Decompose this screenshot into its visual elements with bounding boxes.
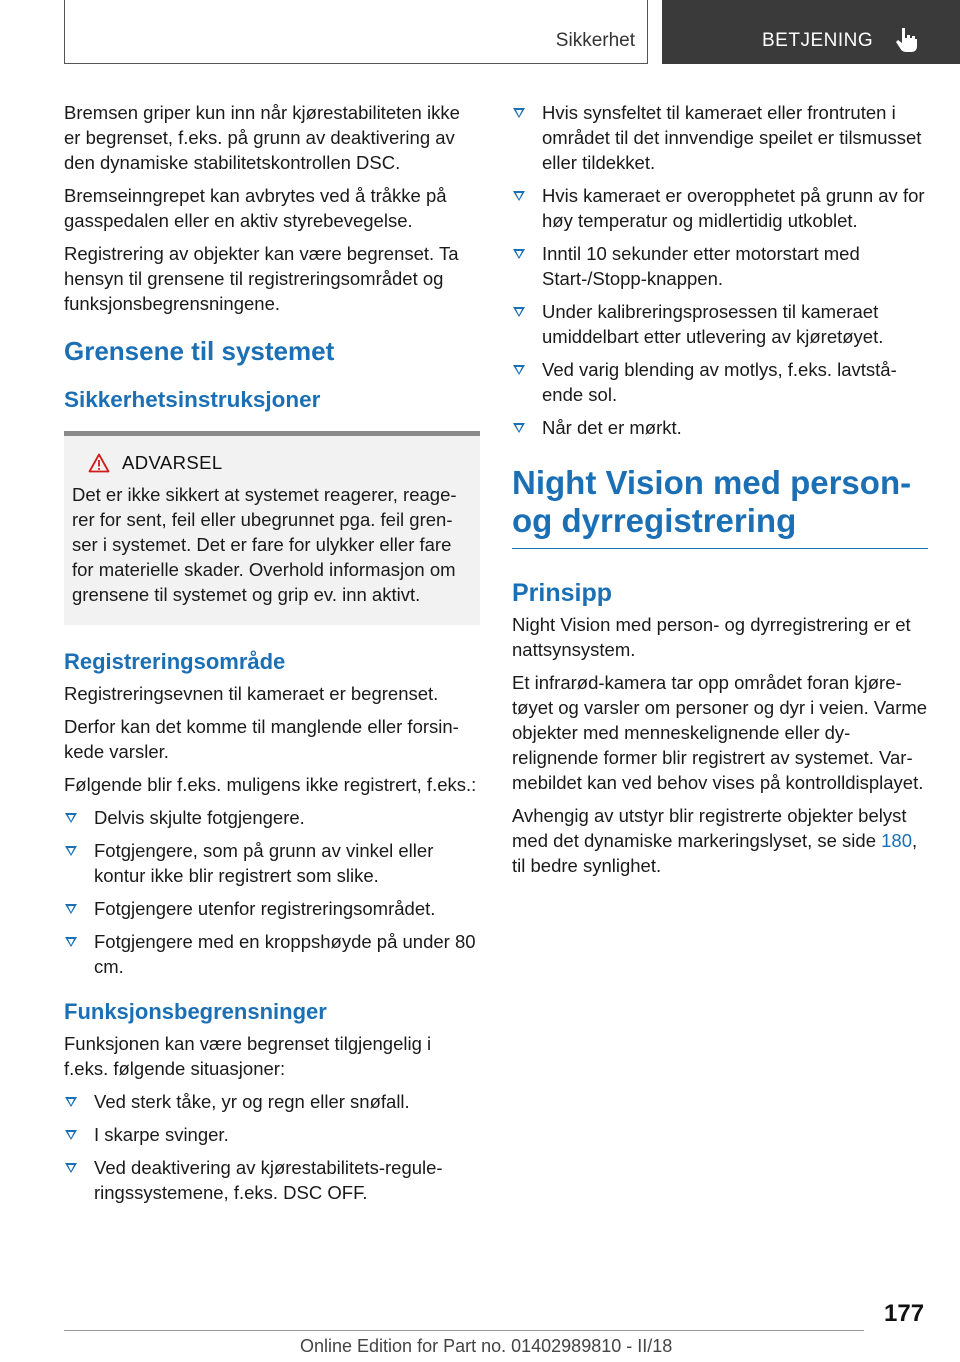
- detection-list: [64, 805, 480, 979]
- right-column: [512, 100, 928, 886]
- heading-system-limits: Grensene til systemet: [64, 336, 335, 366]
- bullet-triangle-icon: [513, 423, 525, 433]
- footer-divider: [64, 1330, 864, 1331]
- intro-paragraph: Bremseinngrepet kan avbrytes ved å tråkke på gasspedalen eller en aktiv styrebevegelse.: [64, 185, 447, 231]
- list-item: Fotgjengere, som på grunn av vinkel eller kontur ikke blir registrert som slike.: [64, 838, 480, 888]
- page-number: 177: [884, 1300, 925, 1327]
- header-section-box: [64, 0, 648, 64]
- bullet-triangle-icon: [65, 1097, 77, 1107]
- principle-paragraph: Night Vision med person- og dyrregistrering er et nattsynsystem.: [512, 614, 911, 660]
- list-item: I skarpe svinger.: [64, 1122, 480, 1147]
- warning-title-row: [72, 452, 472, 474]
- bullet-triangle-icon: [513, 307, 525, 317]
- footer-edition-text: Online Edition for Part no. 01402989810 - II/18: [300, 1336, 673, 1356]
- header-chapter-tab[interactable]: [662, 0, 960, 64]
- bullet-triangle-icon: [65, 904, 77, 914]
- heading-safety-instructions: Sikkerhetsinstruksjoner: [64, 387, 321, 412]
- heading-principle: Prinsipp: [512, 579, 613, 607]
- list-item: Hvis kameraet er overopphetet på grunn av for høy temperatur og midlertidig utkoblet.: [512, 183, 928, 233]
- function-list: [64, 1089, 480, 1205]
- left-column: [64, 100, 480, 1213]
- bullet-triangle-icon: [513, 191, 525, 201]
- header-chapter-title: BETJENING: [762, 30, 874, 51]
- bullet-triangle-icon: [65, 1130, 77, 1140]
- detection-paragraph: Følgende blir f.eks. muligens ikke registrert, f.eks.:: [64, 774, 477, 795]
- detection-paragraph: Registreringsevnen til kameraet er begrenset.: [64, 683, 439, 704]
- principle-paragraph: Et infrarød-kamera tar opp området foran kjøretøyet og varsler om personer og dyr i veien. Varme objekter med menneskelignende eller dyrelignende former blir registrert av systemet. Varmebildet kan ved behov vises på kontrolldisplayet.: [512, 672, 928, 793]
- list-item: Under kalibreringsprosessen til kameraet umiddelbart etter utlevering av kjøretøyet.: [512, 299, 928, 349]
- heading-detection-area: Registreringsområde: [64, 649, 286, 674]
- bullet-triangle-icon: [65, 846, 77, 856]
- intro-paragraph: Registrering av objekter kan være begrenset. Ta hensyn til grensene til registreringsområdet og funksjonsbegrensningene.: [64, 243, 459, 314]
- function-paragraph: Funksjonen kan være begrenset tilgjengelig i f.eks. følgende situasjoner:: [64, 1033, 432, 1079]
- bullet-triangle-icon: [513, 365, 525, 375]
- page-reference-link[interactable]: 180: [881, 830, 912, 851]
- hand-pointer-icon: [894, 26, 920, 54]
- warning-text: Det er ikke sikkert at systemet reagerer, reagerer for sent, feil eller ubegrunnet pga. feil grenser i systemet. Det er fare for ulykker eller fare for materielle skader. Overhold informasjon om grensene til systemet og grip ev. inn aktivt.: [72, 484, 457, 605]
- list-item: Ved deaktivering av kjørestabilitets-reguleringssystemene, f.eks. DSC OFF.: [64, 1155, 480, 1205]
- bullet-triangle-icon: [513, 108, 525, 118]
- list-item: Inntil 10 sekunder etter motorstart med Start-/Stopp-knappen.: [512, 241, 928, 291]
- limitations-list: [512, 100, 928, 440]
- header-section-title: Sikkerhet: [555, 30, 635, 51]
- list-item: Ved sterk tåke, yr og regn eller snøfall.: [64, 1089, 480, 1114]
- heading-function-limits: Funksjonsbegrensninger: [64, 999, 327, 1024]
- list-item: Hvis synsfeltet til kameraet eller frontruten i området til det innvendige speilet er tilsmusset eller tildekket.: [512, 100, 928, 175]
- detection-paragraph: Derfor kan det komme til manglende eller forsinkede varsler.: [64, 716, 459, 762]
- heading-night-vision: Night Vision med person- og dyrregistrering: [512, 464, 928, 549]
- bullet-triangle-icon: [65, 937, 77, 947]
- list-item: Fotgjengere med en kroppshøyde på under 80 cm.: [64, 929, 480, 979]
- bullet-triangle-icon: [65, 1163, 77, 1173]
- principle-paragraph: Avhengig av utstyr blir registrerte objekter belyst med det dynamiske markeringslyset, se side 180, til bedre synlighet.: [512, 805, 918, 876]
- list-item: Delvis skjulte fotgjengere.: [64, 805, 480, 830]
- list-item: Ved varig blending av motlys, f.eks. lavtstående sol.: [512, 357, 928, 407]
- bullet-triangle-icon: [513, 249, 525, 259]
- warning-triangle-icon: [88, 453, 110, 473]
- list-item: Når det er mørkt.: [512, 415, 928, 440]
- bullet-triangle-icon: [65, 813, 77, 823]
- list-item: Fotgjengere utenfor registreringsområdet.: [64, 896, 480, 921]
- warning-box: [64, 431, 480, 625]
- intro-paragraph: Bremsen griper kun inn når kjørestabiliteten ikke er begrenset, f.eks. på grunn av deaktivering av den dynamiske stabilitetskontrollen DSC.: [64, 102, 460, 173]
- warning-title: ADVARSEL: [122, 452, 223, 473]
